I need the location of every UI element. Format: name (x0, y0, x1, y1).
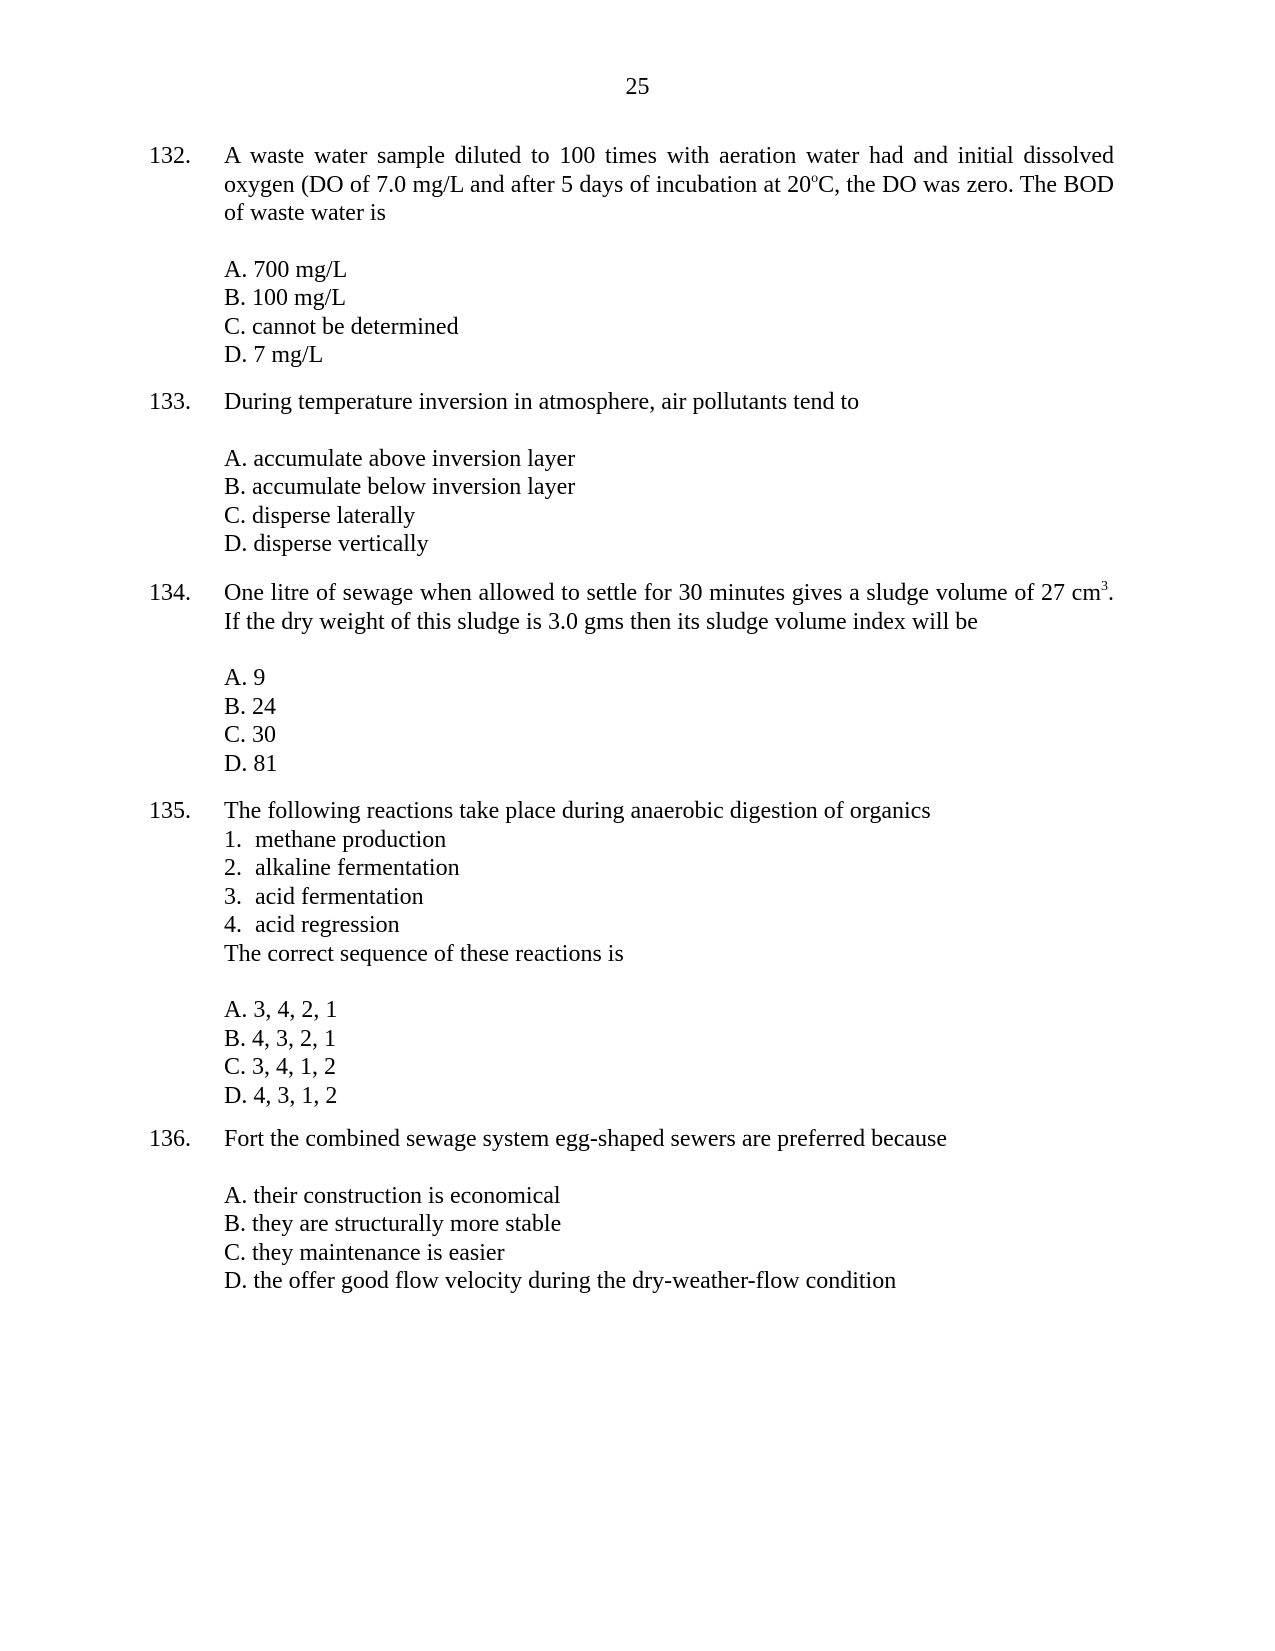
question-135 (149, 797, 1114, 1110)
question-body (224, 388, 1114, 559)
option-b: B. 4, 3, 2, 1 (224, 1025, 337, 1052)
question-number: 134. (149, 580, 191, 606)
option-b: B. 100 mg/L (224, 285, 347, 311)
question-133 (149, 388, 1114, 559)
page-number: 25 (625, 74, 650, 100)
question-body (224, 1125, 1114, 1296)
option-c: C. 30 (224, 722, 277, 748)
reaction-number: 2. (224, 855, 242, 881)
question-stem (224, 388, 1114, 417)
question-number: 133. (149, 389, 191, 415)
stem-intro: The following reactions take place during anaerobic digestion of organics (224, 798, 931, 824)
option-b: B. 24 (224, 693, 277, 720)
degree-superscript: o (811, 170, 819, 186)
option-a: A. 9 (224, 665, 266, 691)
stem-text: Fort the combined sewage system egg-shaped sewers are preferred because (224, 1126, 948, 1152)
option-d: D. disperse vertically (224, 531, 429, 557)
option-b: B. they are structurally more stable (224, 1211, 562, 1237)
options-list (224, 664, 1114, 778)
question-stem (224, 579, 1114, 636)
option-d: D. the offer good flow velocity during the dry-weather-flow condition (224, 1268, 897, 1294)
reaction-item (224, 826, 1114, 855)
option-a: A. accumulate above inversion layer (224, 445, 576, 472)
reaction-list (224, 826, 1114, 940)
option-c: C. cannot be determined (224, 313, 459, 340)
question-134 (149, 579, 1114, 778)
stem-text: C, the DO was zero. The BOD of waste water is (224, 171, 1114, 226)
reaction-item (224, 911, 1114, 940)
option-d: D. 7 mg/L (224, 342, 324, 368)
stem-text: . If the dry weight of this sludge is 3.0 gms then its sludge volume index will be (224, 580, 1114, 635)
option-d: D. 4, 3, 1, 2 (224, 1082, 338, 1109)
question-body (224, 579, 1114, 778)
stem-text: One litre of sewage when allowed to settle for 30 minutes gives a sludge volume of 27 cm (224, 580, 1101, 606)
question-body (224, 142, 1114, 370)
stem-outro: The correct sequence of these reactions is (224, 940, 624, 967)
question-stem (224, 797, 1114, 968)
reaction-text: methane production (255, 826, 447, 853)
options-list (224, 256, 1114, 370)
option-a: A. their construction is economical (224, 1182, 561, 1209)
reaction-item (224, 854, 1114, 883)
option-a: A. 700 mg/L (224, 256, 348, 283)
options-list (224, 996, 1114, 1110)
question-136 (149, 1125, 1114, 1296)
option-c: C. 3, 4, 1, 2 (224, 1054, 337, 1080)
question-number: 135. (149, 798, 191, 824)
options-list (224, 1182, 1114, 1296)
question-body (224, 797, 1114, 1110)
option-d: D. 81 (224, 750, 278, 777)
question-number: 132. (149, 143, 191, 169)
reaction-text: acid regression (255, 912, 400, 938)
options-list (224, 445, 1114, 559)
reaction-text: acid fermentation (255, 883, 424, 910)
question-number: 136. (149, 1126, 191, 1152)
question-stem (224, 142, 1114, 228)
option-b: B. accumulate below inversion layer (224, 474, 576, 500)
reaction-number: 1. (224, 826, 242, 853)
option-c: C. they maintenance is easier (224, 1239, 505, 1266)
question-stem (224, 1125, 1114, 1154)
reaction-item (224, 883, 1114, 912)
reaction-number: 3. (224, 883, 242, 910)
reaction-text: alkaline fermentation (255, 855, 460, 881)
cubed-superscript: 3 (1101, 579, 1108, 594)
reaction-number: 4. (224, 912, 242, 938)
stem-text: During temperature inversion in atmosphere, air pollutants tend to (224, 389, 860, 415)
question-132 (149, 142, 1114, 370)
stem-text: A waste water sample diluted to 100 times with aeration water had and initial dissolved oxygen (DO of 7.0 mg/L and after 5 days of incubation at 20 (224, 143, 1114, 198)
option-c: C. disperse laterally (224, 502, 416, 529)
option-a: A. 3, 4, 2, 1 (224, 997, 338, 1023)
